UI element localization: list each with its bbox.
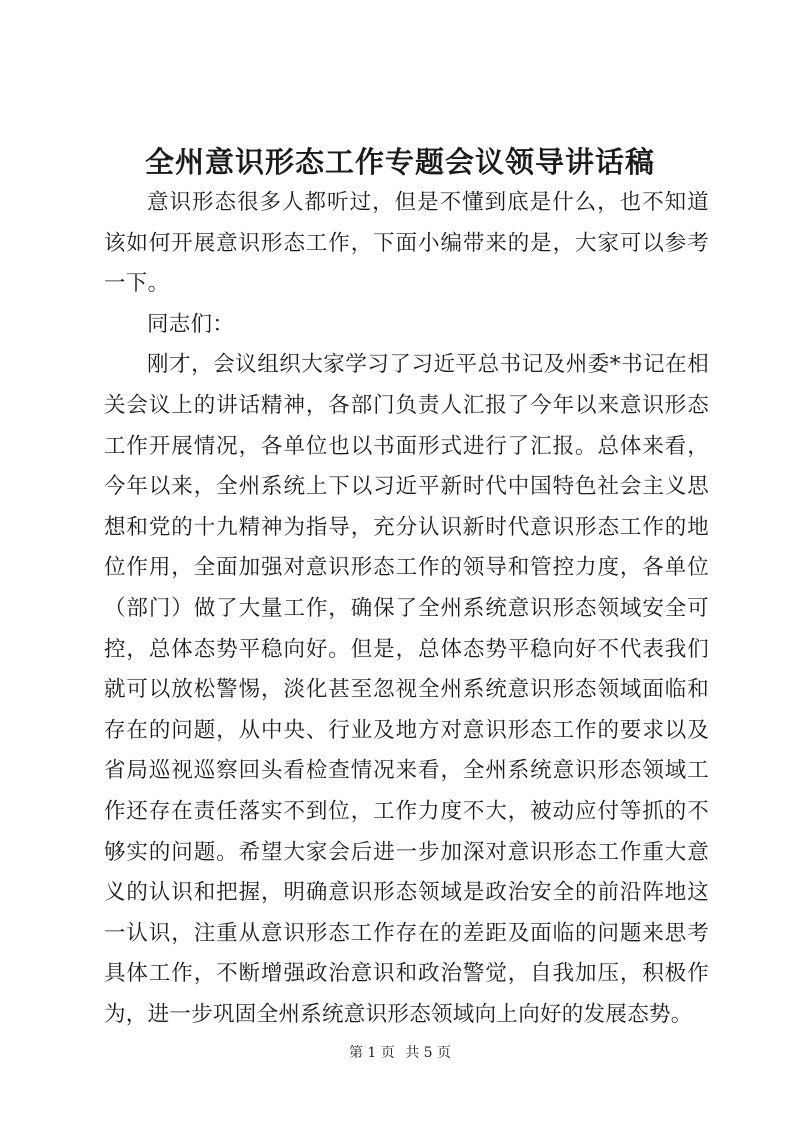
page-footer — [0, 1043, 800, 1063]
intro-paragraph: 意识形态很多人都听过，但是不懂到底是什么，也不知道该如何开展意识形态工作，下面小编带来的是，大家可以参考一下。 — [104, 190, 709, 297]
page-number: 第 1 页 — [348, 1045, 395, 1061]
document-body — [104, 183, 709, 1035]
document-title: 全州意识形态工作专题会议领导讲话稿 — [144, 145, 655, 179]
speech-paragraph: 刚才，会议组织大家学习了习近平总书记及州委*书记在相关会议上的讲话精神，各部门负责人汇报了今年以来意识形态工作开展情况，各单位也以书面形式进行了汇报。总体来看，今年以来，全州系统上下以习近平新时代中国特色社会主义思想和党的十九精神为指导，充分认识新时代意识形态工作的地位作用，全面加强对意识形态工作的领导和管控力度，各单位（部门）做了大量工作，确保了全州系统意识形态领域安全可控，总体态势平稳向好。但是，总体态势平稳向好不代表我们就可以放松警惕，淡化甚至忽视全州系统意识形态领域面临和存在的问题，从中央、行业及地方对意识形态工作的要求以及省局巡视巡察回头看检查情况来看，全州系统意识形态领域工作还存在责任落实不到位，工作力度不大，被动应付等抓的不够实的问题。希望大家会后进一步加深对意识形态工作重大意义的认识和把握，明确意识形态领域是政治安全的前沿阵地这一认识，注重从意识形态工作存在的差距及面临的问题来思考具体工作，不断增强政治意识和政治警觉，自我加压，积极作为，进一步巩固全州系统意识形态领域向上向好的发展态势。 — [104, 352, 709, 1027]
salutation-paragraph: 同志们： — [147, 311, 235, 337]
page-total: 共 5 页 — [405, 1045, 452, 1061]
